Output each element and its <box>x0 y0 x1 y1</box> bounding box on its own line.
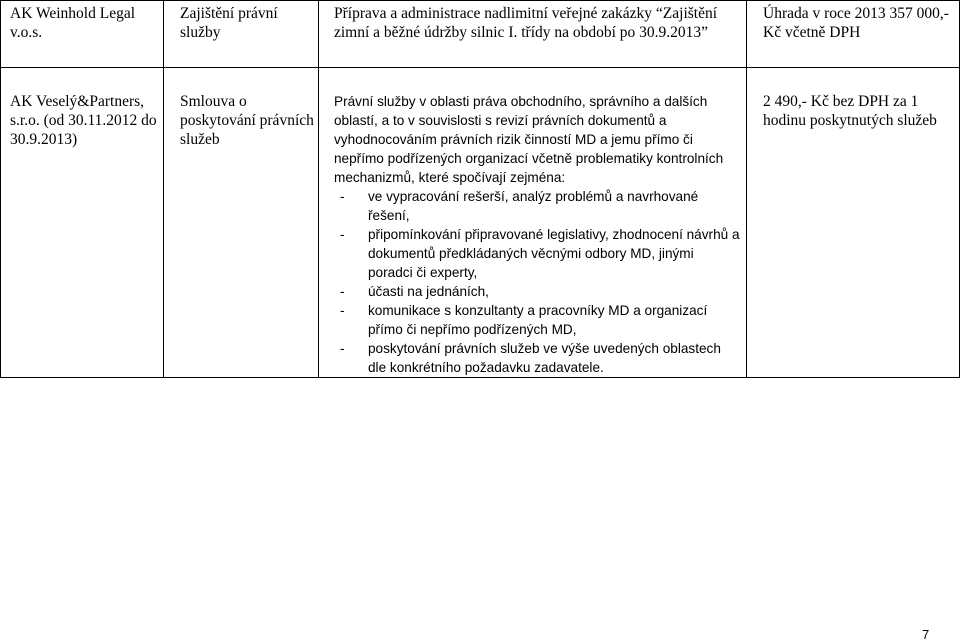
list-item-text: účasti na jednáních, <box>368 284 489 299</box>
supplier-text: AK Veselý&Partners, s.r.o. (od 30.11.2012 do 30.9.2013) <box>10 93 157 148</box>
contract-type-text: Smlouva o poskytování právních služeb <box>180 93 314 148</box>
supplier-cell <box>1 68 164 378</box>
subject-text: Příprava a administrace nadlimitní veřejné zakázky “Zajištění zimní a běžné údržby silnic I. třídy na období po 30.9.2013” <box>334 5 718 41</box>
price-cell <box>747 68 960 378</box>
contract-type-cell <box>164 68 319 378</box>
list-item: - ve vypracování rešerší, analýz problémů a navrhované řešení, <box>340 189 699 223</box>
supplier-text: AK Weinhold Legal v.o.s. <box>10 5 136 41</box>
list-item: - poskytování právních služeb ve výše uvedených oblastech dle konkrétního požadavku zadavatele. <box>340 341 721 375</box>
subject-intro: Právní služby v oblasti práva obchodního, správního a dalších oblastí, a to v souvislosti s revizí právních dokumentů a vyhodnocováním právních rizik činností MD a jemu přímo či nepřímo podřízených organizací včetně problematiky kontrolních mechanizmů, které spočívají zejména: <box>334 94 724 185</box>
list-item-text: komunikace s konzultanty a pracovníky MD a organizací přímo či nepřímo podřízených MD, <box>368 303 708 337</box>
contract-type-cell <box>164 1 319 68</box>
supplier-cell <box>1 1 164 68</box>
price-text: Úhrada v roce 2013 357 000,- Kč včetně DPH <box>763 5 949 41</box>
list-item: - komunikace s konzultanty a pracovníky MD a organizací přímo či nepřímo podřízených MD, <box>340 303 708 337</box>
price-text: 2 490,- Kč bez DPH za 1 hodinu poskytnutých služeb <box>763 93 937 129</box>
subject-task-list <box>334 187 740 377</box>
table-row <box>1 68 960 378</box>
subject-cell <box>319 1 747 68</box>
table-row <box>1 1 960 68</box>
list-item-text: připomínkování připravované legislativy, zhodnocení návrhů a dokumentů předkládaných věcnými odbory MD, jinými poradci či experty, <box>368 227 740 280</box>
page-number: 7 <box>922 627 930 642</box>
list-item: - účasti na jednáních, <box>340 284 489 299</box>
list-item-text: poskytování právních služeb ve výše uvedených oblastech dle konkrétního požadavku zadavatele. <box>368 341 721 375</box>
list-item-text: ve vypracování rešerší, analýz problémů a navrhované řešení, <box>368 189 699 223</box>
contract-type-text: Zajištění právní služby <box>180 5 278 41</box>
price-cell <box>747 1 960 68</box>
list-item: - připomínkování připravované legislativy, zhodnocení návrhů a dokumentů předkládaných věcnými odbory MD, jinými poradci či experty, <box>340 227 740 280</box>
subject-cell <box>319 68 747 378</box>
